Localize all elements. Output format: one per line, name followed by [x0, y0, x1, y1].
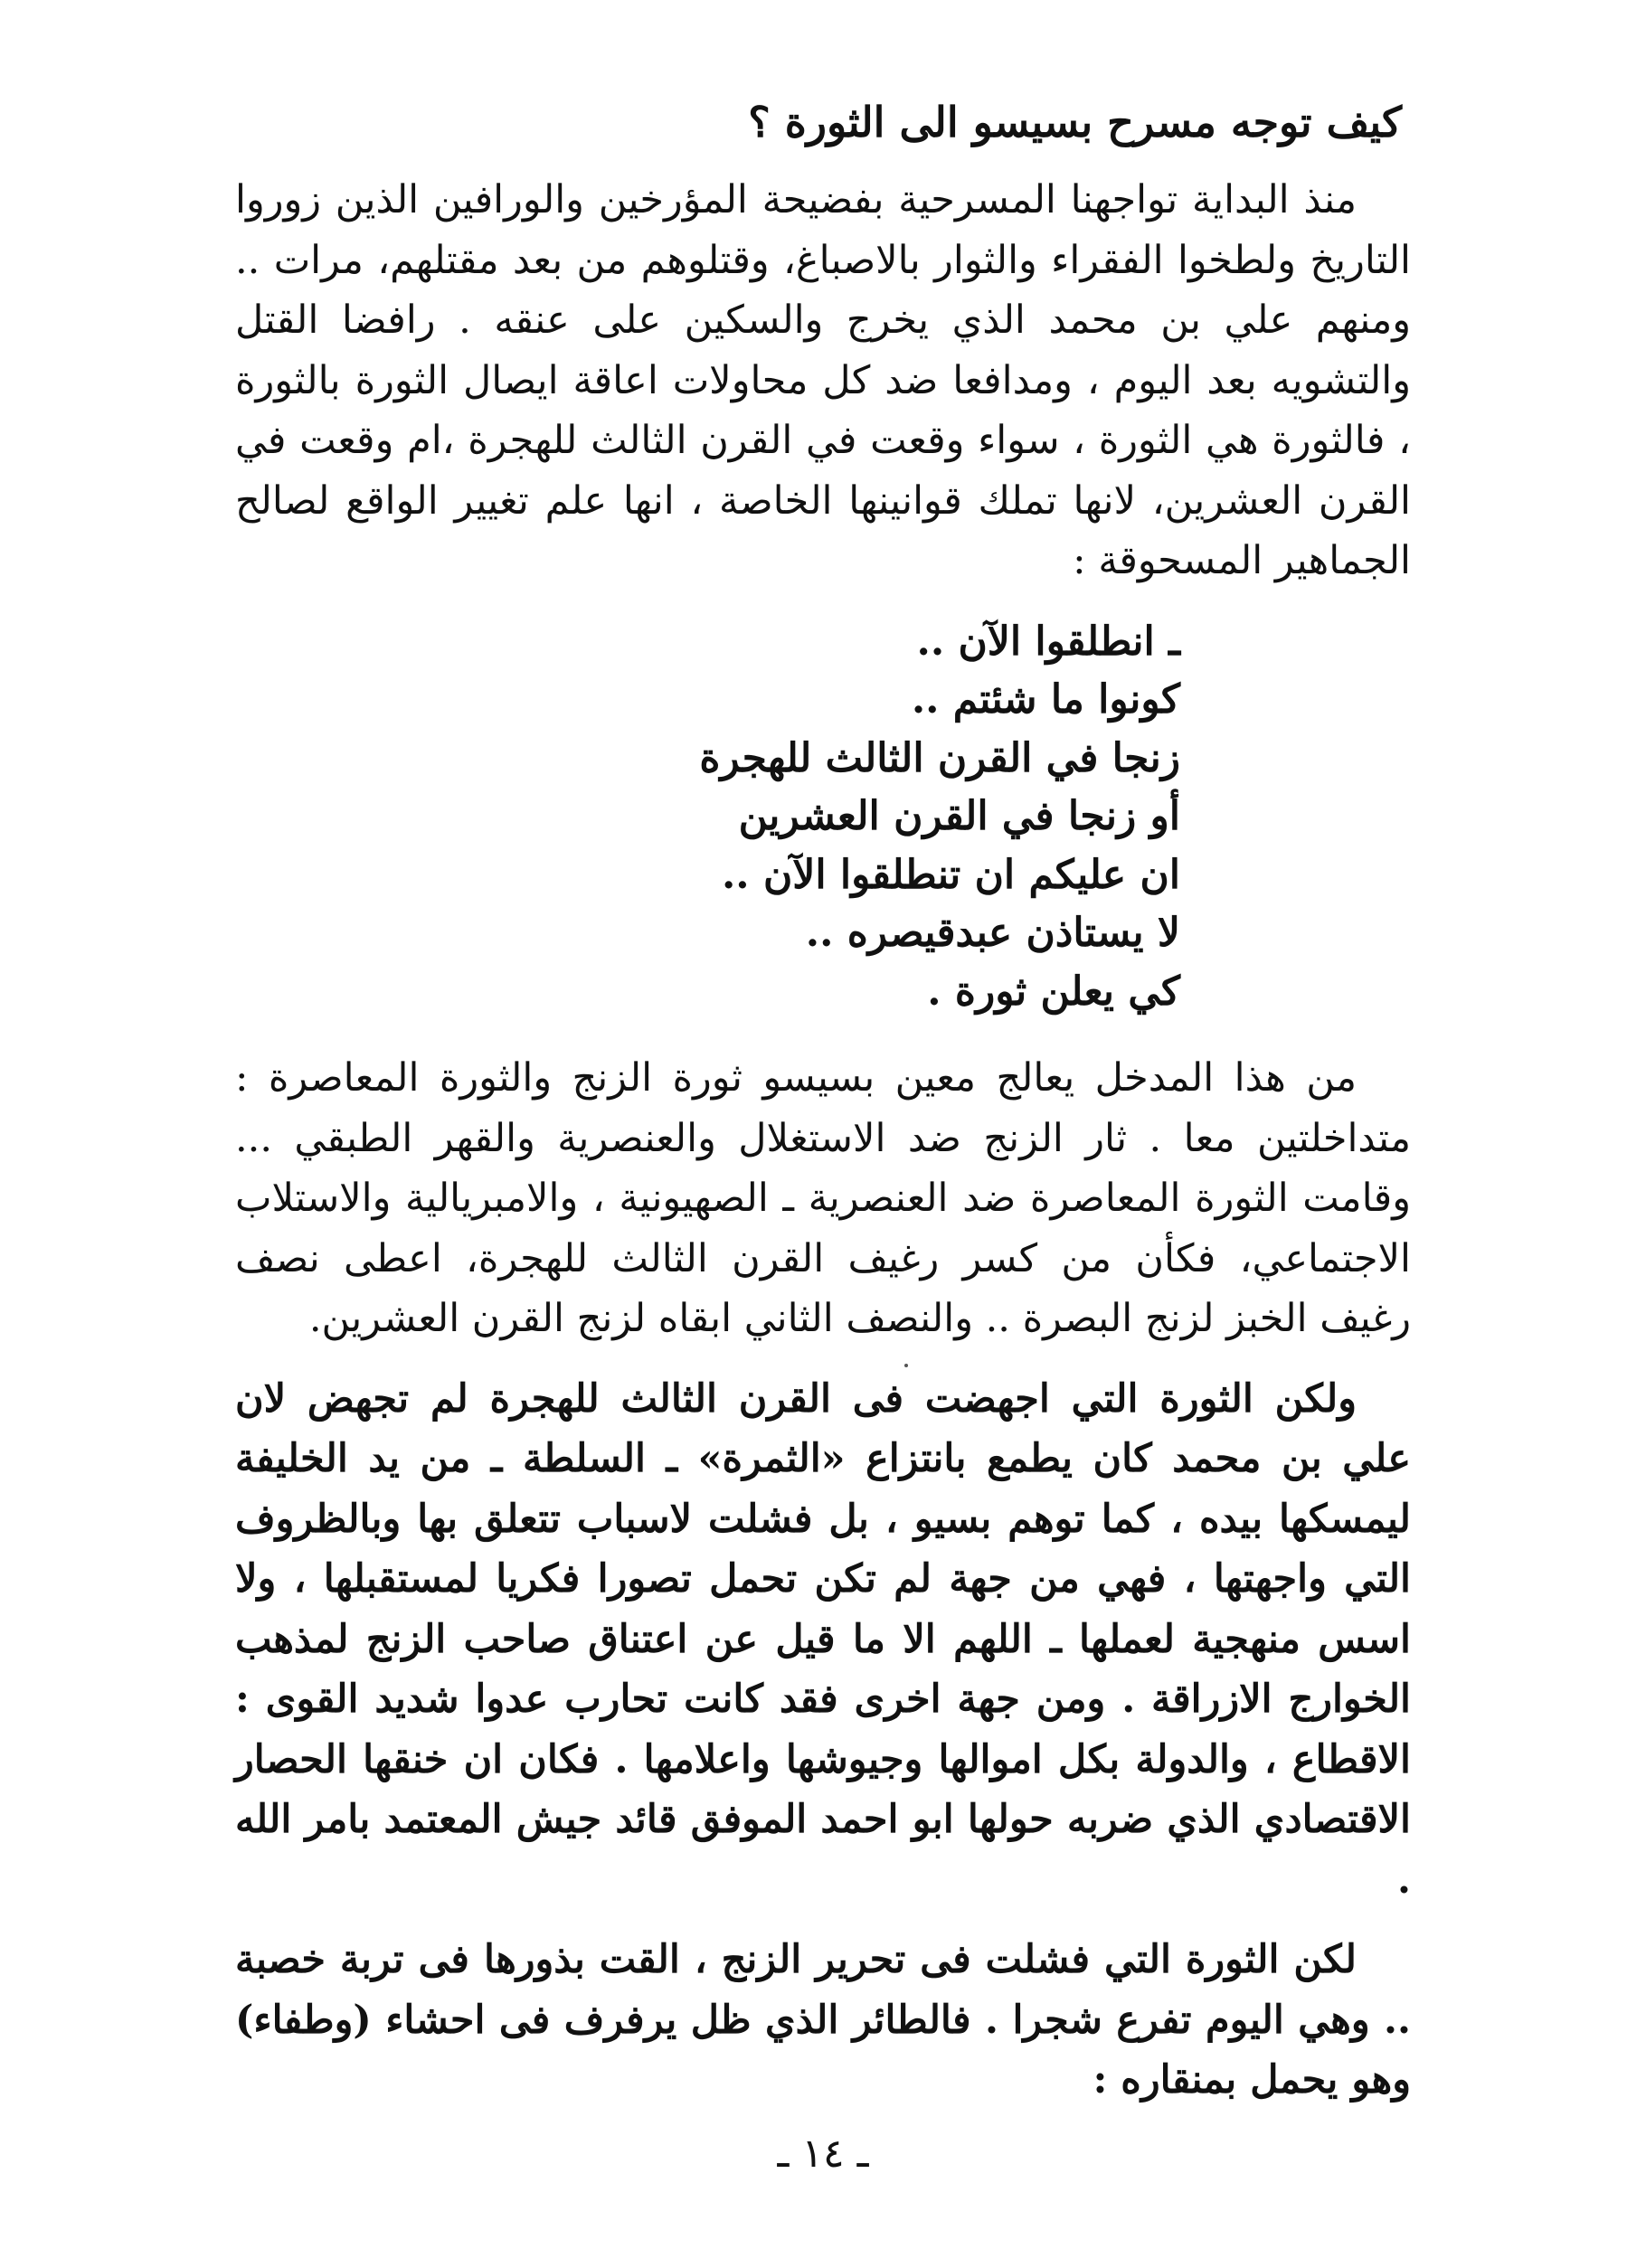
- paragraph-analysis: من هذا المدخل يعالج معين بسيسو ثورة الزنج والثورة المعاصرة : متداخلتين معا . ثار الزنج ضد الاستغلال والعنصرية والقهر الطبقي ... وقامت الثورة المعاصرة ضد العنصرية ـ الصهيونية ، والامبريالية والاستلاب الاجتماعي، فكأن من كسر رغيف القرن الثالث للهجرة، اعطى نصف رغيف الخبز لزنج البصرة .. والنصف الثاني ابقاه لزنج القرن العشرين.: [235, 1055, 1411, 1341]
- page-number: ـ ١٤ ـ: [777, 2131, 869, 2177]
- section-heading: كيف توجه مسرح بسيسو الى الثورة ؟: [748, 98, 1402, 146]
- poem-line: كي يعلن ثورة .: [927, 968, 1180, 1015]
- poem-line: زنجا في القرن الثالث للهجرة: [699, 734, 1180, 781]
- paragraph-failure-causes: ولكن الثورة التي اجهضت فى القرن الثالث للهجرة لم تجهض لان علي بن محمد كان يطمع بانتزاع «الثمرة» ـ السلطة ـ من يد الخليفة ليمسكها بيده ، كما توهم بسيو ، بل فشلت لاسباب تتعلق بها وبالظروف التي واجهتها ، فهي من جهة لم تكن تحمل تصورا فكريا لمستقبلها ، ولا اسس منهجية لعملها ـ اللهم الا ما قيل عن اعتناق صاحب الزنج لمذهب الخوارج الازراقة . ومن جهة اخرى فقد كانت تحارب عدوا شديد القوى : الاقطاع ، والدولة بكل اموالها وجيوشها واعلامها . فكان ان خنقها الحصار الاقتصادي الذي ضربه حولها ابو احمد الموفق قائد جيش المعتمد بامر الله .: [235, 1375, 1411, 1903]
- poem-line: أو زنجا في القرن العشرين: [738, 793, 1180, 839]
- page-body: [235, 90, 1411, 2131]
- paragraph-legacy: لكن الثورة التي فشلت فى تحرير الزنج ، القت بذورها فى تربة خصبة .. وهي اليوم تفرع شجرا . فالطائر الذي ظل يرفرف فى احشاء (وطفاء) وهو يحمل بمنقاره :: [235, 1937, 1411, 2103]
- scan-speck: [904, 1364, 908, 1367]
- paragraph-intro: منذ البداية تواجهنا المسرحية بفضيحة المؤرخين والورافين الذين زوروا التاريخ ولطخوا الفقراء والثوار بالاصباغ، وقتلوهم من بعد مقتلهم، مرات .. ومنهم علي بن محمد الذي يخرج والسكين على عنقه . رافضا القتل والتشويه بعد اليوم ، ومدافعا ضد كل محاولات اعاقة ايصال الثورة بالثورة ، فالثورة هي الثورة ، سواء وقعت في القرن الثالث للهجرة ،ام وقعت في القرن العشرين، لانها تملك قوانينها الخاصة ، انها علم تغيير الواقع لصالح الجماهير المسحوقة :: [235, 177, 1411, 583]
- poem-line: ان عليكم ان تنطلقوا الآن ..: [721, 851, 1180, 898]
- poem-excerpt: [235, 613, 1411, 1022]
- poem-line: ـ انطلقوا الآن ..: [916, 618, 1180, 665]
- poem-line: كونوا ما شئتم ..: [911, 676, 1180, 723]
- poem-line: لا يستاذن عبدقيصره ..: [805, 910, 1180, 956]
